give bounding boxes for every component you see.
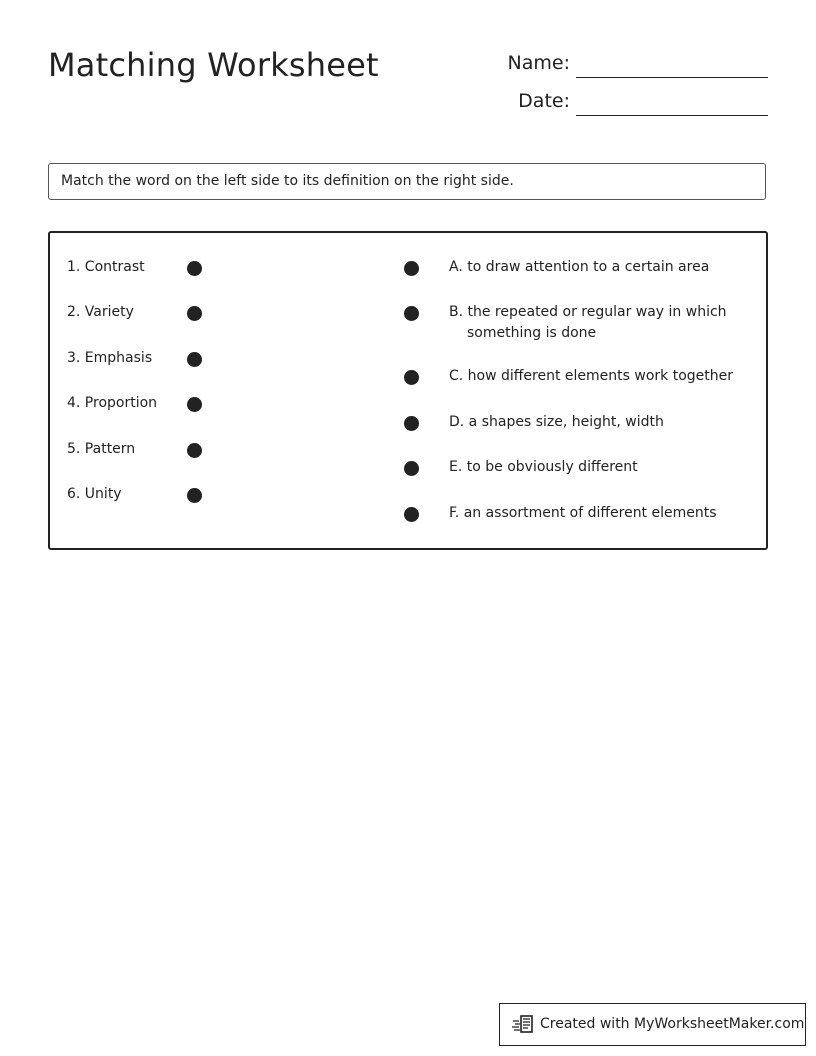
date-field <box>500 88 768 118</box>
term-item: 1. Contrast <box>67 259 145 275</box>
definition-dot <box>404 261 419 276</box>
definition-text-continued: something is done <box>467 325 597 341</box>
definition-dot <box>404 507 419 522</box>
page-title: Matching Worksheet <box>48 46 379 84</box>
term-item: 2. Variety <box>67 304 134 320</box>
definition-text: E. to be obviously different <box>449 459 638 475</box>
definition-text: C. how different elements work together <box>449 368 734 384</box>
footer-credit <box>499 1003 806 1046</box>
term-item: 3. Emphasis <box>67 350 153 366</box>
name-field <box>500 50 768 80</box>
definition-dot <box>404 306 419 321</box>
definition-item <box>449 257 749 278</box>
term-dot <box>187 352 202 367</box>
term-item: 5. Pattern <box>67 441 136 457</box>
definition-dot <box>404 416 419 431</box>
matching-box <box>48 231 768 550</box>
definition-text: A. to draw attention to a certain area <box>449 259 710 275</box>
definition-text: F. an assortment of different elements <box>449 505 717 521</box>
definition-item <box>449 412 749 433</box>
date-line <box>576 115 768 116</box>
definition-item <box>449 366 749 387</box>
definition-dot <box>404 461 419 476</box>
date-label: Date: <box>518 90 570 112</box>
definition-item <box>449 503 749 524</box>
definition-text: B. the repeated or regular way in which <box>449 304 727 320</box>
definition-item <box>449 457 749 478</box>
term-dot <box>187 488 202 503</box>
definition-dot <box>404 370 419 385</box>
instructions-box: Match the word on the left side to its definition on the right side. <box>48 163 766 200</box>
term-item: 4. Proportion <box>67 395 158 411</box>
definition-text: D. a shapes size, height, width <box>449 414 664 430</box>
term-item: 6. Unity <box>67 486 122 502</box>
term-dot <box>187 443 202 458</box>
worksheet-maker-logo-icon <box>512 1015 534 1035</box>
name-line <box>576 77 768 78</box>
definition-item <box>449 302 749 344</box>
term-dot <box>187 397 202 412</box>
term-dot <box>187 261 202 276</box>
term-dot <box>187 306 202 321</box>
footer-text: Created with MyWorksheetMaker.com <box>540 1016 805 1032</box>
name-label: Name: <box>507 52 570 74</box>
